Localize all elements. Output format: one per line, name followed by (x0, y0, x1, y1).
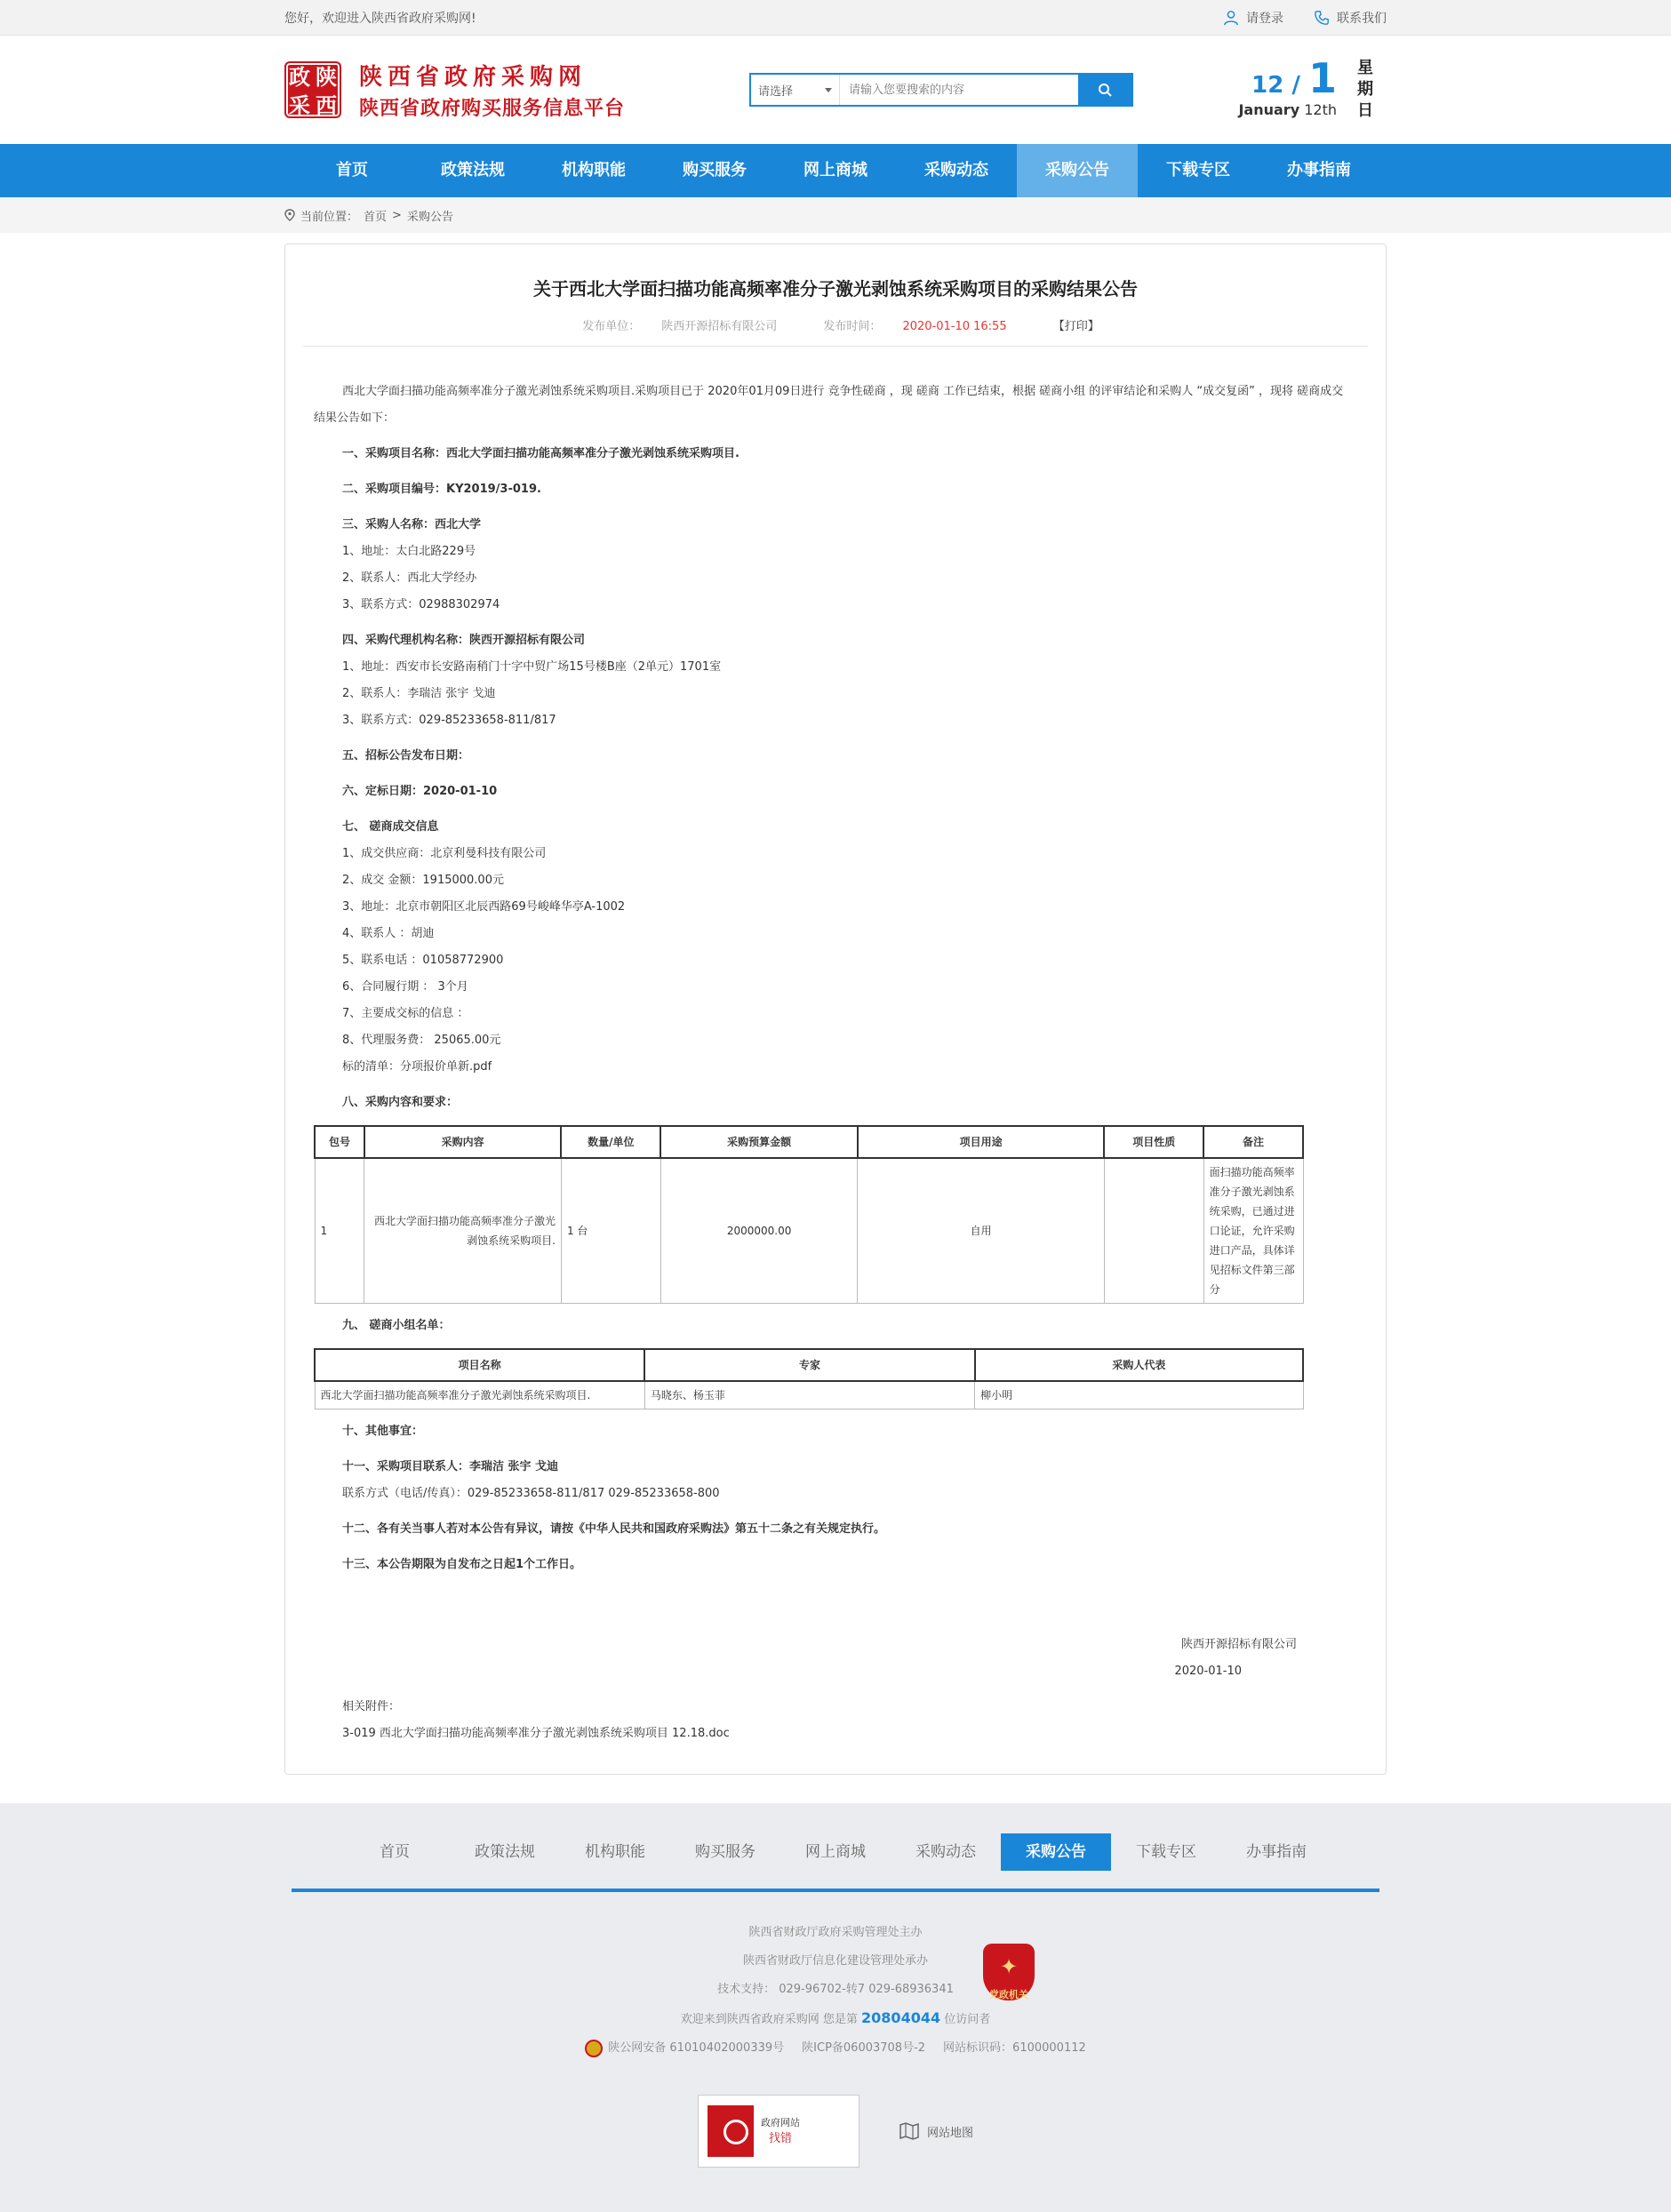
nav-item-policy[interactable]: 政策法规 (441, 161, 505, 180)
signature-block (303, 1632, 1368, 1685)
footer-nav-home[interactable]: 首页 (380, 1843, 410, 1861)
publish-time: 2020-01-10 16:55 (902, 320, 1007, 333)
article-meta (303, 316, 1368, 347)
purchaser-phone: 3、联系方式：02988302974 (342, 598, 500, 611)
deal-amount: 2、成交 金额：1915000.00元 (342, 874, 504, 887)
search-button[interactable] (1078, 75, 1131, 105)
logo-char: 西 (316, 93, 337, 118)
table-header: 项目用途 (858, 1126, 1104, 1158)
footer-registrations (0, 2034, 1671, 2063)
location-pin-icon (284, 209, 295, 221)
footer-nav-notices[interactable]: 采购公告 (1001, 1833, 1111, 1871)
table-cell: 自用 (858, 1158, 1104, 1304)
weekday-char: 期 (1357, 80, 1373, 99)
logo-char: 政 (289, 65, 310, 90)
nav-item-mall[interactable]: 网上商城 (804, 161, 867, 180)
breadcrumb-separator: > (392, 208, 402, 222)
print-link[interactable]: 【打印】 (1052, 320, 1099, 333)
sign-org: 陕西开源招标有限公司 (1180, 1638, 1297, 1651)
site-code: 网站标识码：6100000112 (943, 2041, 1086, 2055)
nav-item-downloads[interactable]: 下载专区 (1166, 161, 1230, 180)
login-link[interactable] (1223, 9, 1283, 27)
section-1: 一、采购项目名称：西北大学面扫描功能高频率准分子激光剥蚀系统采购项目. (342, 447, 740, 460)
deal-address: 3、地址：北京市朝阳区北辰西路69号峻峰华亭A-1002 (342, 900, 626, 914)
site-name (359, 59, 625, 121)
date-day-en: 12th (1304, 100, 1337, 118)
table-cell: 西北大学面扫描功能高频率准分子激光剥蚀系统采购项目. (315, 1381, 644, 1409)
footer-info (0, 1919, 1671, 2063)
intro-paragraph: 西北大学面扫描功能高频率准分子激光剥蚀系统采购项目.采购项目已于 2020年01月09日进行 竞争性磋商 ，现 磋商 工作已结束，根据 磋商小组 的评审结论和采购人 “成交复函” ，现将 磋商成交 结果公告如下： (314, 385, 1344, 425)
weekday (1356, 58, 1374, 122)
user-icon (1223, 10, 1239, 26)
contact-phone-fax: 联系方式（电话/传真）：029-85233658-811/817 029-85233658-800 (342, 1487, 720, 1500)
footer-support: 技术支持： 029-96702-转7 029-68936341 (717, 1983, 954, 1996)
nav-item-agencies[interactable]: 机构职能 (562, 161, 626, 180)
table-header-row (315, 1349, 1303, 1381)
footer-nav-downloads[interactable]: 下载专区 (1136, 1843, 1196, 1861)
footer-nav-policy[interactable]: 政策法规 (475, 1843, 535, 1861)
table-header: 备注 (1203, 1126, 1303, 1158)
article-title: 关于西北大学面扫描功能高频率准分子激光剥蚀系统采购项目的采购结果公告 (533, 278, 1138, 299)
table-cell: 2000000.00 (660, 1158, 858, 1304)
table-cell (1104, 1158, 1203, 1304)
site-subtitle: 陕西省政府购买服务信息平台 (359, 98, 626, 120)
breadcrumb-home[interactable]: 首页 (364, 210, 388, 224)
section-12: 十二、各有关当事人若对本公告有异议，请按《中华人民共和国政府采购法》第五十二条之有关规定执行。 (342, 1522, 886, 1536)
deal-subject: 7、主要成交标的信息 ： (342, 1007, 469, 1020)
date-display (1238, 53, 1374, 122)
nav-item-home[interactable]: 首页 (336, 161, 368, 180)
article-panel (284, 244, 1387, 1775)
section-9: 九、 磋商小组名单： (342, 1319, 451, 1332)
table-header: 专家 (644, 1349, 974, 1381)
section-7: 七、 磋商成交信息 (342, 820, 439, 834)
publisher: 陕西开源招标有限公司 (661, 320, 778, 333)
footer-nav-services[interactable]: 购买服务 (695, 1843, 756, 1861)
footer-nav-guide[interactable]: 办事指南 (1246, 1843, 1307, 1861)
footer-host: 陕西省财政厅政府采购管理处主办 (748, 1926, 923, 1939)
agency-address: 1、地址：西安市长安路南稍门十字中贸广场15号楼B座（2单元）1701室 (342, 660, 722, 674)
procurement-table (314, 1125, 1304, 1304)
section-11: 十一、采购项目联系人：李瑞洁 张宇 戈迪 (342, 1460, 559, 1473)
party-gov-badge-text: 党政机关 (989, 1989, 1028, 2000)
section-4: 四、采购代理机构名称：陕西开源招标有限公司 (342, 634, 586, 647)
main-nav (0, 144, 1671, 197)
table-header: 采购人代表 (975, 1349, 1303, 1381)
table-header: 项目名称 (315, 1349, 644, 1381)
phone-icon (1314, 10, 1330, 26)
table-header: 采购内容 (364, 1126, 562, 1158)
footer-bottom (0, 2095, 1671, 2168)
footer-undertake: 陕西省财政厅信息化建设管理处承办 (742, 1954, 928, 1968)
report-error-action: 找错 (768, 2132, 792, 2145)
logo-char: 采 (289, 93, 310, 118)
table-header: 项目性质 (1104, 1126, 1203, 1158)
map-icon (899, 2121, 920, 2141)
date-month-en: January (1238, 100, 1300, 118)
agency-phone: 3、联系方式：029-85233658-811/817 (342, 714, 556, 727)
date-day: 1 (1307, 53, 1337, 102)
panel-table (314, 1348, 1304, 1409)
table-cell: 面扫描功能高频率准分子激光剥蚀系统采购，已通过进口论证，允许采购进口产品，具体详见招标文件第三部分 (1203, 1158, 1303, 1304)
sign-date: 2020-01-10 (1174, 1665, 1242, 1678)
search-category-select[interactable] (751, 75, 840, 105)
police-badge-icon (585, 2040, 603, 2057)
section-2: 二、采购项目编号：KY2019/3-019. (342, 483, 541, 496)
breadcrumb-current[interactable]: 采购公告 (406, 210, 453, 224)
logo-char: 陕 (316, 65, 337, 90)
nav-item-services[interactable]: 购买服务 (683, 161, 747, 180)
nav-item-news[interactable]: 采购动态 (924, 161, 988, 180)
police-record-link[interactable] (585, 2034, 784, 2063)
purchaser-contact: 2、联系人：西北大学经办 (342, 571, 477, 585)
table-row (315, 1381, 1303, 1409)
visitor-prefix: 欢迎来到陕西省政府采购网 您是第 (680, 2013, 858, 2026)
section-13: 十三、本公告期限为自发布之日起1个工作日。 (342, 1558, 582, 1571)
footer-nav-news[interactable]: 采购动态 (915, 1843, 976, 1861)
section-10: 十、其他事宜： (342, 1425, 424, 1438)
welcome-text: 您好，欢迎进入陕西省政府采购网! (284, 12, 476, 26)
table-row (315, 1158, 1303, 1304)
date-month: 12 (1251, 71, 1284, 99)
footer (0, 1803, 1671, 2212)
attachment-link[interactable]: 3-019 西北大学面扫描功能高频率准分子激光剥蚀系统采购项目 12.18.doc (342, 1727, 730, 1740)
table-header: 包号 (315, 1126, 364, 1158)
table-cell: 1 (315, 1158, 364, 1304)
magnifier-icon (708, 2105, 754, 2157)
nav-item-guide[interactable]: 办事指南 (1287, 161, 1351, 180)
search-category-label: 请选择 (758, 84, 794, 99)
table-header-row (315, 1126, 1303, 1158)
footer-nav-agencies[interactable]: 机构职能 (585, 1843, 645, 1861)
table-cell: 1 台 (561, 1158, 660, 1304)
section-8: 八、采购内容和要求： (342, 1096, 459, 1109)
deal-phone: 5、联系电话 ：01058772900 (342, 954, 504, 967)
site-logo[interactable] (284, 61, 341, 118)
section-3: 三、采购人名称：西北大学 (342, 518, 482, 531)
visitor-suffix: 位访问者 (944, 2013, 991, 2026)
top-bar (0, 0, 1671, 36)
chevron-down-icon (825, 88, 832, 92)
contact-link[interactable] (1314, 9, 1387, 27)
time-label: 发布时间： (823, 320, 882, 333)
deal-fee: 8、代理服务费： 25065.00元 (342, 1034, 501, 1047)
agency-contact: 2、联系人：李瑞洁 张宇 戈迪 (342, 687, 496, 700)
party-gov-badge[interactable] (983, 1944, 1035, 2000)
nav-item-notices[interactable]: 采购公告 (1017, 144, 1138, 197)
article-body (303, 347, 1368, 1747)
weekday-char: 日 (1357, 101, 1373, 120)
weekday-char: 星 (1357, 59, 1373, 77)
breadcrumb-prefix: 当前位置： (300, 210, 359, 224)
login-label: 请登录 (1246, 12, 1283, 26)
site-title: 陕西省政府采购网 (359, 64, 588, 91)
sitemap-link[interactable] (899, 2121, 973, 2141)
table-cell: 马晓东、杨玉菲 (644, 1381, 974, 1409)
police-record-text: 陕公网安备 61010402000339号 (608, 2041, 785, 2055)
contact-label: 联系我们 (1337, 12, 1387, 26)
date-slash: / (1291, 71, 1300, 99)
section-5: 五、招标公告发布日期： (342, 749, 470, 763)
publisher-label: 发布单位： (582, 320, 641, 333)
sitemap-label: 网站地图 (926, 2126, 973, 2140)
search-icon (1098, 83, 1112, 97)
search-bar (749, 73, 1133, 107)
icp-record-link[interactable]: 陕ICP备06003708号-2 (802, 2041, 926, 2055)
footer-nav-mall[interactable]: 网上商城 (805, 1843, 866, 1861)
visitor-counter (0, 2004, 1671, 2034)
deal-list-link[interactable]: 标的清单：分项报价单新.pdf (342, 1060, 492, 1074)
table-header: 采购预算金额 (660, 1126, 858, 1158)
purchaser-address: 1、地址：太白北路229号 (342, 545, 476, 558)
footer-nav (292, 1833, 1379, 1892)
search-input[interactable] (840, 75, 1078, 105)
visitor-count: 20804044 (861, 2009, 941, 2026)
section-6: 六、定标日期：2020-01-10 (342, 785, 498, 798)
header (0, 36, 1671, 144)
deal-period: 6、合同履行期 ： 3个月 (342, 980, 468, 994)
report-error-button[interactable] (698, 2095, 859, 2168)
emblem-icon: ✦ (999, 1954, 1019, 1979)
table-header: 数量/单位 (561, 1126, 660, 1158)
attachments-label: 相关附件： (342, 1700, 401, 1713)
deal-contact: 4、联系人 ：胡迪 (342, 927, 435, 940)
table-cell: 柳小明 (975, 1381, 1303, 1409)
report-error-title: 政府网站 (760, 2117, 800, 2128)
breadcrumb (0, 197, 1671, 233)
table-cell: 西北大学面扫描功能高频率准分子激光剥蚀系统采购项目. (364, 1158, 562, 1304)
deal-supplier: 1、成交供应商：北京利曼科技有限公司 (342, 847, 547, 860)
